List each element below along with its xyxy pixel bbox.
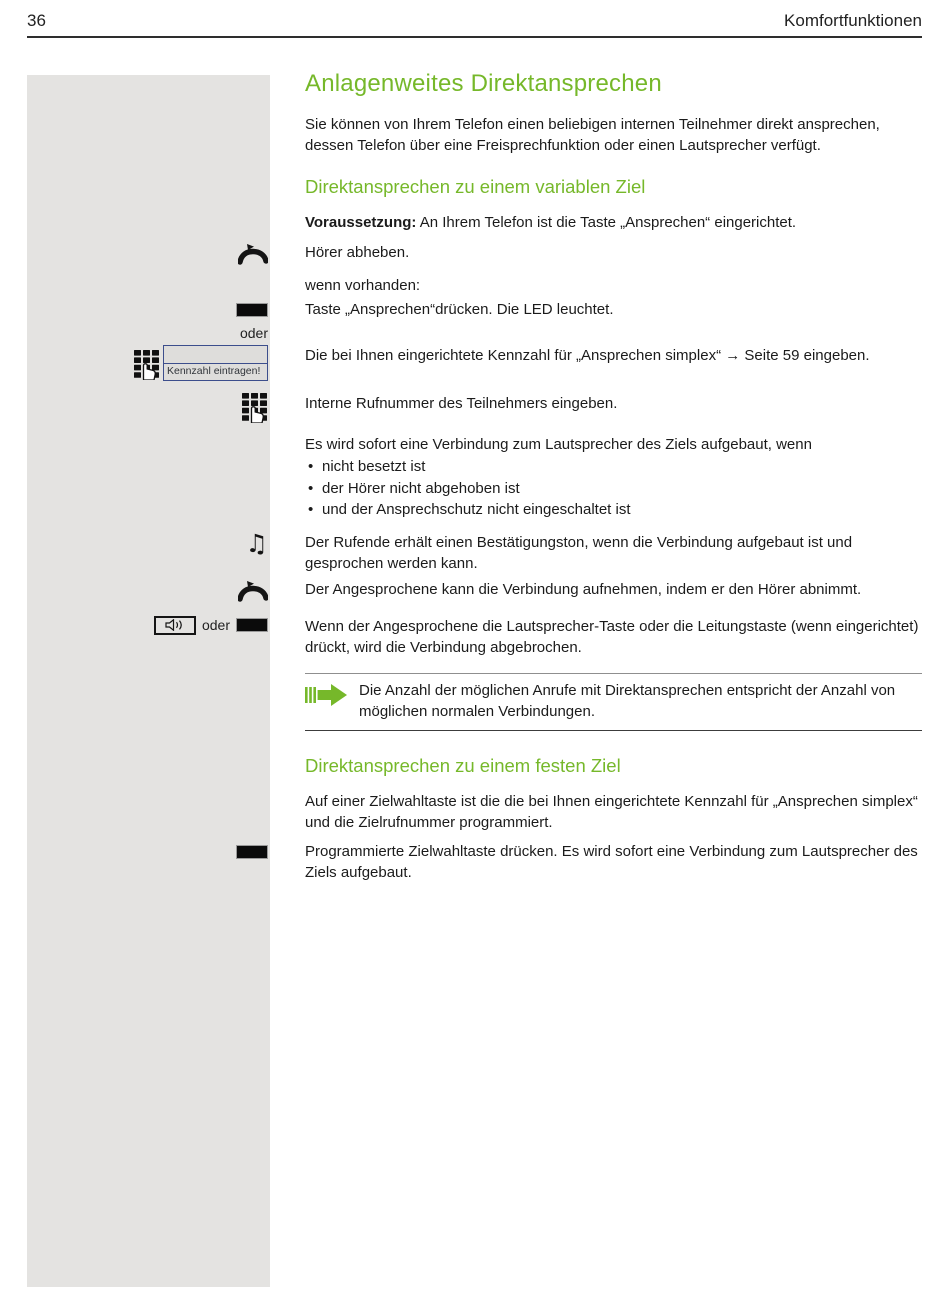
step-text: Hörer abheben. xyxy=(305,244,410,261)
music-note-icon: ♫ xyxy=(245,528,268,558)
function-key-icon xyxy=(236,845,268,859)
oder-label: oder xyxy=(201,617,230,633)
condition-list xyxy=(305,456,922,521)
prerequisite-text: An Ihrem Telefon ist die Taste „Ansprechen“ eingerichtet. xyxy=(416,214,797,231)
step-answer xyxy=(27,579,922,604)
list-item: • der Hörer nicht abgehoben ist xyxy=(305,478,922,500)
chapter-title: Komfortfunktionen xyxy=(784,11,922,30)
step-text: Taste „Ansprechen“drücken. Die LED leuchtet. xyxy=(305,301,614,318)
step-text: Interne Rufnummer des Teilnehmers eingeben. xyxy=(305,395,618,412)
step-cancel xyxy=(27,616,922,658)
step-lift-handset xyxy=(27,242,922,267)
display-prompt: Kennzahl eintragen! xyxy=(167,365,261,377)
step-confirmation-tone xyxy=(27,528,922,574)
step-press-programmed-key xyxy=(27,841,922,883)
step-press-key xyxy=(27,299,922,320)
page-number: 36 xyxy=(27,11,46,30)
display-box xyxy=(163,345,268,381)
page-header xyxy=(27,0,922,38)
step-enter-number xyxy=(27,393,922,423)
section-heading-variable: Direktansprechen zu einem variablen Ziel xyxy=(305,176,646,197)
prerequisite-line xyxy=(305,212,922,233)
step-enter-code xyxy=(27,345,922,381)
fixed-target-paragraph: Auf einer Zielwahltaste ist die die bei Ihnen eingerichtete Kennzahl für „Ansprechen simplex“ und die Zielrufnummer programmiert. xyxy=(305,792,918,831)
green-arrow-right-icon xyxy=(305,682,349,708)
step-text: wenn vorhanden: xyxy=(305,277,421,294)
section-heading-fixed: Direktansprechen zu einem festen Ziel xyxy=(305,754,621,776)
speaker-key-icon xyxy=(154,616,196,635)
handset-lift-icon xyxy=(238,580,268,604)
step-text: Der Angesprochene kann die Verbindung aufnehmen, indem er den Hörer abnimmt. xyxy=(305,580,862,598)
handset-lift-icon xyxy=(238,243,268,267)
oder-label: oder xyxy=(239,325,268,341)
prerequisite-label: Voraussetzung: xyxy=(305,214,417,231)
tip-text: Die Anzahl der möglichen Anrufe mit Direktansprechen entspricht der Anzahl von möglichen normalen Verbindungen. xyxy=(359,681,896,720)
dial-keypad-hand-icon xyxy=(242,393,268,423)
step-if-available xyxy=(27,275,922,296)
oder-row xyxy=(27,325,922,341)
step-text: Der Rufende erhält einen Bestätigungston, wenn die Verbindung aufgebaut ist und gesprochen werden kann. xyxy=(305,533,853,572)
page-title: Anlagenweites Direktansprechen xyxy=(305,70,662,97)
intro-paragraph: Sie können von Ihrem Telefon einen beliebigen internen Teilnehmer direkt ansprechen, dessen Telefon über eine Freisprechfunktion oder einen Lautsprecher verfügt. xyxy=(305,116,880,154)
step-text: Programmierte Zielwahltaste drücken. Es wird sofort eine Verbindung zum Lautsprecher des Ziels aufgebaut. xyxy=(305,842,918,881)
list-item: • nicht besetzt ist xyxy=(305,456,922,478)
dial-keypad-hand-icon xyxy=(134,350,160,380)
page-content xyxy=(27,60,922,883)
display-box-empty-line xyxy=(164,346,267,364)
step-text: Die bei Ihnen eingerichtete Kennzahl für „Ansprechen simplex“ → Seite 59 eingeben. xyxy=(305,347,870,364)
function-key-icon xyxy=(236,303,268,317)
step-text: Wenn der Angesprochene die Lautsprecher-Taste oder die Leitungstaste (wenn eingerichtet) drückt, wird die Verbindung abgebrochen. xyxy=(305,617,919,656)
tip-block xyxy=(305,673,922,731)
connection-intro: Es wird sofort eine Verbindung zum Lautsprecher des Ziels aufgebaut, wenn xyxy=(305,436,812,453)
list-item: • und der Ansprechschutz nicht eingeschaltet ist xyxy=(305,499,922,521)
function-key-icon xyxy=(236,618,268,632)
